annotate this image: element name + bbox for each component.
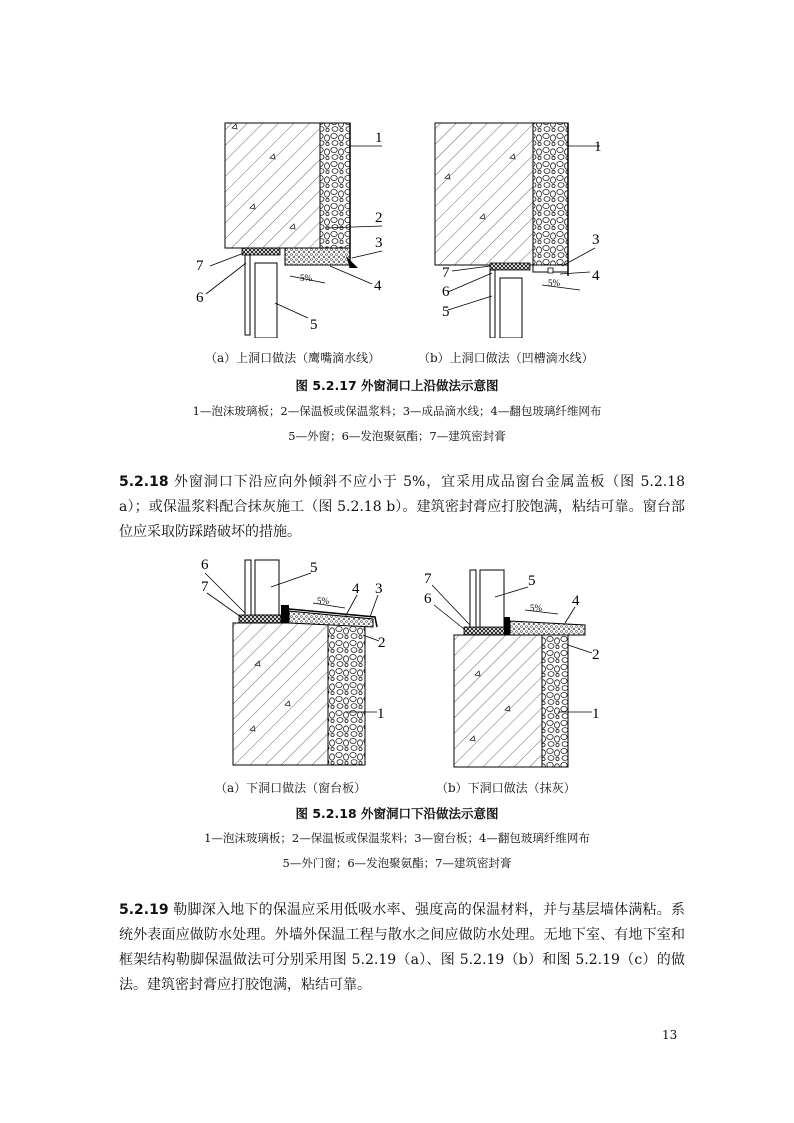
callout-2: 2 bbox=[378, 635, 386, 651]
figure-title-5-2-18: 图 5.2.18 外窗洞口下沿做法示意图 bbox=[295, 806, 499, 821]
figure-5-2-17-b bbox=[430, 118, 630, 338]
figure-5-2-18-b bbox=[420, 565, 620, 770]
sealant bbox=[490, 263, 530, 270]
insulation-slurry bbox=[285, 248, 350, 265]
legend-5-2-17-line1: 1—泡沫玻璃板；2—保温板或保温浆料；3—成品滴水线；4—翻包玻璃纤维网布 bbox=[192, 404, 602, 418]
sealant-bead bbox=[281, 605, 289, 623]
foam-glass-board bbox=[542, 635, 568, 767]
foam-glass-board bbox=[533, 123, 568, 265]
callout-6: 6 bbox=[442, 284, 450, 300]
callout-1: 1 bbox=[592, 706, 600, 722]
section-number: 5.2.19 bbox=[119, 902, 169, 918]
foam-glass-board bbox=[320, 123, 350, 248]
callout-1: 1 bbox=[594, 139, 602, 155]
callout-7: 7 bbox=[196, 258, 204, 274]
section-text: 外窗洞口下沿应向外倾斜不应小于 5%，宜采用成品窗台金属盖板（图 5.2.18 a）；或保温浆料配合抹灰施工（图 5.2.18 b）。建筑密封膏应打胶饱满，粘结可靠。窗台部位应采取防踩踏破坏的措施。 bbox=[119, 474, 686, 540]
callout-6: 7 bbox=[424, 571, 432, 587]
callout-2: 2 bbox=[375, 210, 383, 226]
callout-5: 5 bbox=[528, 573, 536, 589]
plaster-sill bbox=[510, 621, 585, 635]
slope-label: 5% bbox=[317, 596, 329, 606]
section-number: 5.2.18 bbox=[119, 474, 169, 490]
section-text: 勒脚深入地下的保温应采用低吸水率、强度高的保温材料，并与基层墙体满粘。系统外表面应做防水处理。外墙外保温工程与散水之间应做防水处理。无地下室、有地下室和框架结构勒脚保温做法可分别采用图 5.2.19（a）、图 5.2.19（b）和图 5.2.19（c）的做法。建筑密封膏应打胶饱满，粘结可靠。 bbox=[119, 902, 685, 993]
legend-5-2-17-line2: 5—外窗；6—发泡聚氨酯；7—建筑密封膏 bbox=[288, 429, 506, 443]
caption-5-2-17-b: （b）上洞口做法（凹槽滴水线） bbox=[418, 351, 594, 365]
callout-5: 5 bbox=[310, 317, 318, 333]
figure-5-2-18-a bbox=[195, 555, 400, 770]
callout-3: 3 bbox=[375, 581, 383, 597]
sealant bbox=[239, 615, 281, 623]
callout-7: 7 bbox=[201, 579, 209, 595]
caption-5-2-18-a: （a）下洞口做法（窗台板） bbox=[215, 781, 367, 795]
callout-7: 7 bbox=[442, 265, 450, 281]
slope-label: 5% bbox=[530, 603, 542, 613]
section-5-2-18 bbox=[119, 470, 685, 545]
legend-5-2-18-line2: 5—外门窗；6—发泡聚氨酯；7—建筑密封膏 bbox=[282, 856, 512, 870]
figure-title-5-2-17: 图 5.2.17 外窗洞口上沿做法示意图 bbox=[295, 378, 499, 393]
foam-glass-board bbox=[328, 623, 365, 765]
callout-7: 6 bbox=[424, 591, 432, 607]
page-number: 13 bbox=[662, 1028, 678, 1042]
callout-6: 6 bbox=[196, 290, 204, 306]
section-5-2-19 bbox=[119, 898, 685, 998]
caption-5-2-18-b: （b）下洞口做法（抹灰） bbox=[436, 781, 576, 795]
callout-3: 3 bbox=[592, 232, 600, 248]
window-frame bbox=[245, 560, 251, 620]
window-frame bbox=[470, 570, 476, 632]
legend-5-2-18-line1: 1—泡沫玻璃板；2—保温板或保温浆料；3—窗台板；4—翻包玻璃纤维网布 bbox=[204, 831, 590, 845]
caption-5-2-17-a: （a）上洞口做法（鹰嘴滴水线） bbox=[205, 351, 381, 365]
sealant bbox=[464, 627, 506, 635]
callout-6: 6 bbox=[201, 557, 209, 573]
concrete-wall bbox=[435, 123, 533, 265]
callout-4: 4 bbox=[572, 593, 580, 609]
callout-4: 4 bbox=[374, 278, 382, 294]
callout-4: 4 bbox=[592, 268, 600, 284]
slope-label: 5% bbox=[548, 278, 560, 288]
figure-5-2-17-a bbox=[190, 118, 395, 338]
window-frame bbox=[245, 255, 250, 335]
callout-5: 5 bbox=[442, 304, 450, 320]
sealant bbox=[242, 248, 280, 255]
callout-2: 2 bbox=[592, 647, 600, 663]
callout-4: 4 bbox=[352, 581, 360, 597]
callout-1: 1 bbox=[375, 130, 383, 146]
sealant-bead bbox=[504, 617, 510, 635]
slope-label: 5% bbox=[300, 273, 312, 283]
concrete-wall bbox=[454, 635, 542, 767]
callout-3: 3 bbox=[375, 235, 383, 251]
window-frame bbox=[490, 270, 495, 338]
concrete-wall bbox=[233, 623, 328, 765]
callout-1: 1 bbox=[377, 706, 385, 722]
concrete-wall bbox=[225, 123, 320, 248]
callout-5: 5 bbox=[310, 560, 318, 576]
